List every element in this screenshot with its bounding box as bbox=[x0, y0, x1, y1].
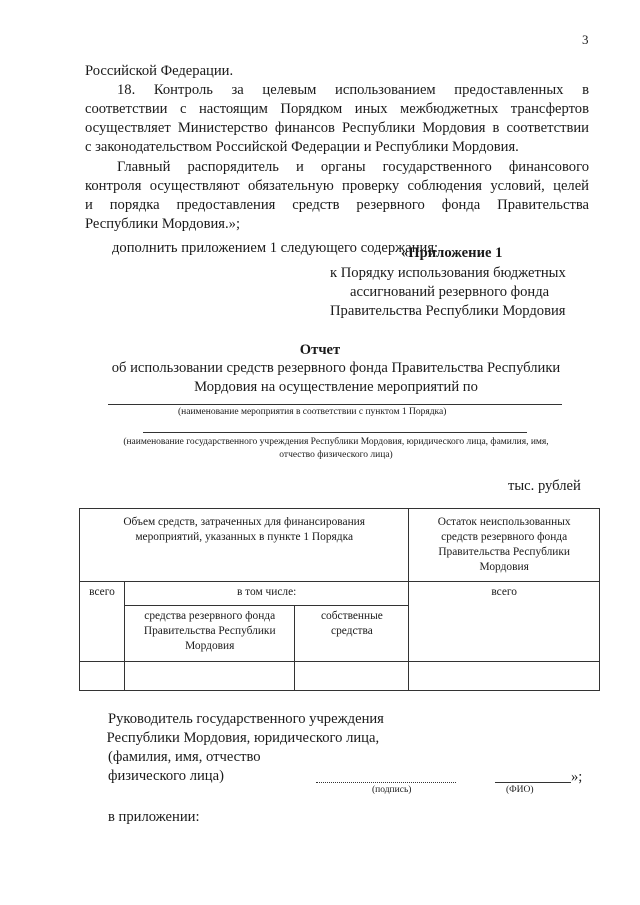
para-18-line-1: Российской Федерации. bbox=[85, 63, 234, 79]
page-number: 3 bbox=[582, 32, 589, 47]
signature-caption: (подпись) bbox=[372, 785, 412, 795]
para-main-line-1: Главный распорядитель и органы государственного финансового bbox=[117, 159, 589, 175]
para-18-line-3: соответствии с настоящим Порядком иных межбюджетных трансфертов bbox=[85, 101, 589, 117]
para-main-line-2: контроля осуществляют обязательную проверку соблюдения условий, целей bbox=[85, 178, 589, 194]
name-field-line bbox=[495, 782, 571, 783]
units-label: тыс. рублей bbox=[508, 478, 581, 494]
signature-closing: »; bbox=[571, 769, 583, 785]
signature-field-line bbox=[316, 782, 456, 783]
report-subtitle-line-1: об использовании средств резервного фонда Правительства Республики bbox=[111, 360, 561, 376]
para-18-line-4: осуществляет Министерство финансов Республики Мордовия в соответствии bbox=[85, 120, 589, 136]
cell-including: в том числе: bbox=[124, 582, 408, 606]
para-18-line-5: с законодательством Российской Федерации и Республики Мордовия. bbox=[85, 139, 519, 155]
para-main-line-4: Республики Мордовия.»; bbox=[85, 216, 241, 232]
cell-own-funds: собственные средства bbox=[295, 606, 409, 662]
value-total bbox=[80, 662, 125, 691]
report-title: Отчет bbox=[299, 342, 341, 358]
signature-line-4: физического лица) bbox=[108, 768, 224, 784]
supplement-line: дополнить приложением 1 следующего содержания: bbox=[112, 240, 439, 256]
header-remaining: Остаток неиспользованных средств резервного фонда Правительства Республики Мордовия bbox=[409, 509, 600, 582]
cell-total-remaining: всего bbox=[409, 582, 600, 662]
cell-total: всего bbox=[80, 582, 125, 662]
appendix-line-1: к Порядку использования бюджетных bbox=[330, 265, 566, 281]
para-main-line-3: и порядка предоставления средств резервного фонда Правительства bbox=[85, 197, 589, 213]
appendix-title: «Приложение 1 bbox=[401, 245, 503, 261]
footer-line: в приложении: bbox=[108, 809, 200, 825]
org-caption-line-2: отчество физического лица) bbox=[279, 450, 393, 460]
appendix-line-3: Правительства Республики Мордовия bbox=[330, 303, 566, 319]
cell-reserve-funds: средства резервного фонда Правительства Республики Мордовия bbox=[124, 606, 295, 662]
signature-line-2: Республики Мордовия, юридического лица, bbox=[103, 730, 380, 746]
value-reserve-funds bbox=[124, 662, 295, 691]
org-caption-line-1: (наименование государственного учреждения Республики Мордовия, юридического лица, фамилия, имя, bbox=[123, 437, 549, 447]
appendix-line-2: ассигнований резервного фонда bbox=[350, 284, 550, 300]
value-remaining bbox=[409, 662, 600, 691]
report-subtitle-line-2: Мордовия на осуществление мероприятий по bbox=[194, 379, 478, 395]
value-own-funds bbox=[295, 662, 409, 691]
name-caption: (ФИО) bbox=[506, 785, 534, 795]
org-name-line bbox=[143, 432, 527, 433]
event-caption: (наименование мероприятия в соответствии с пунктом 1 Порядка) bbox=[178, 407, 447, 417]
report-table bbox=[79, 508, 600, 691]
signature-line-1: Руководитель государственного учреждения bbox=[108, 711, 384, 727]
event-name-line bbox=[108, 404, 562, 405]
signature-line-3: (фамилия, имя, отчество bbox=[108, 749, 261, 765]
header-volume-spent: Объем средств, затраченных для финансирования мероприятий, указанных в пункте 1 Порядка bbox=[80, 509, 409, 582]
para-18-line-2: 18. Контроль за целевым использованием предоставленных в bbox=[117, 82, 589, 98]
